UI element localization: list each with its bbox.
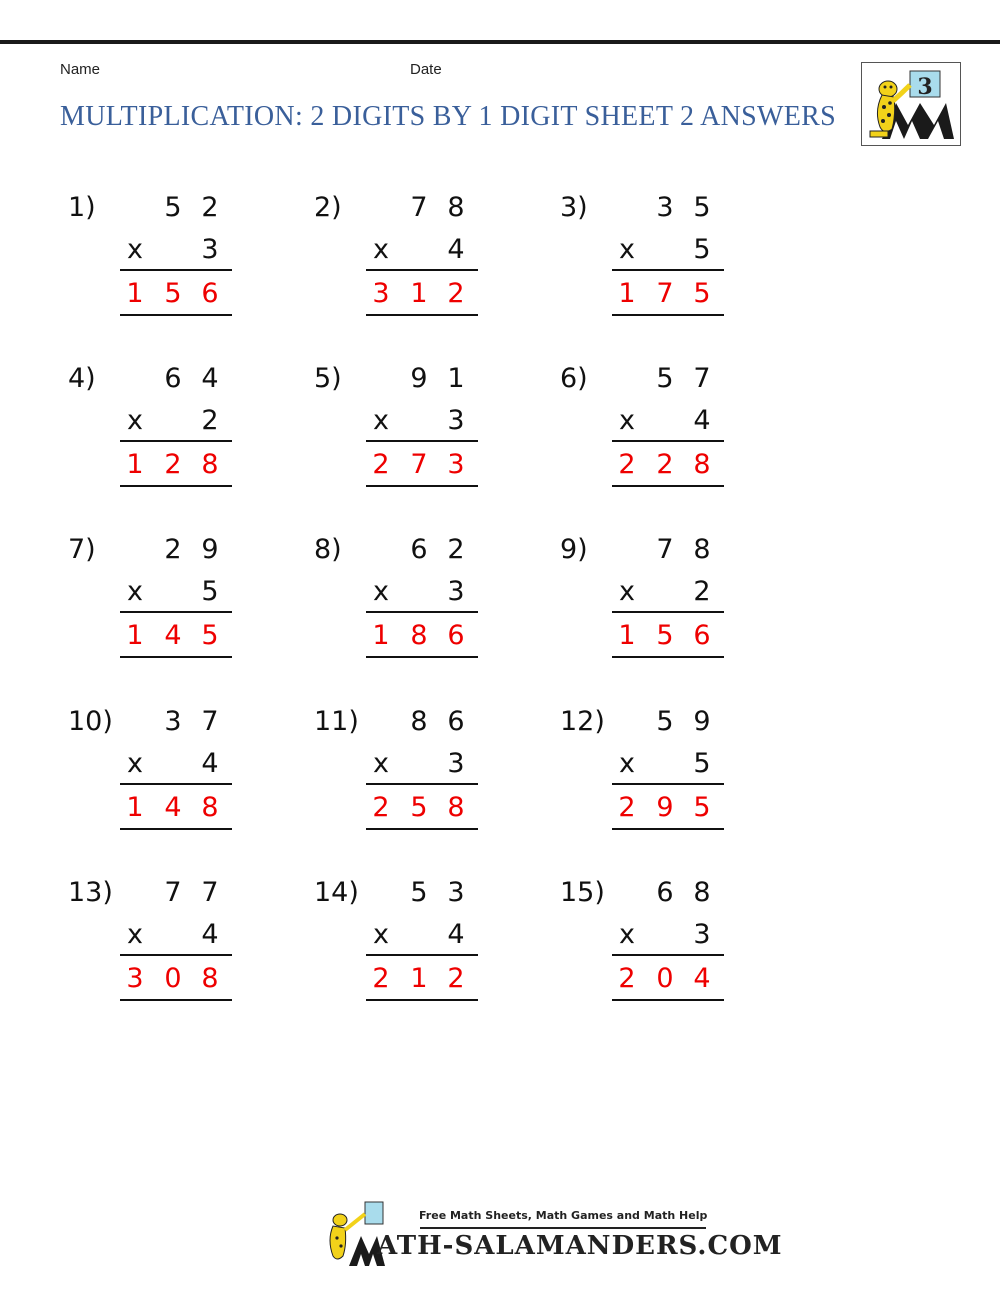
answer-digit: 2 — [372, 449, 390, 480]
answer-digit: 1 — [126, 620, 144, 651]
problem-number: 6) — [560, 363, 588, 394]
multiplier-digit: 4 — [201, 919, 219, 950]
problem-number: 10) — [68, 706, 113, 737]
operator-symbol: x — [373, 748, 389, 779]
problem-number: 13) — [68, 877, 113, 908]
problem-number: 9) — [560, 534, 588, 565]
answer-digit: 5 — [410, 792, 428, 823]
answer-digit: 0 — [164, 963, 182, 994]
problem-4 — [68, 361, 298, 511]
problem-number: 5) — [314, 363, 342, 394]
operator-symbol: x — [373, 576, 389, 607]
answer-digit: 2 — [372, 792, 390, 823]
multiplier-digit: 4 — [447, 919, 465, 950]
problem-number: 12) — [560, 706, 605, 737]
top-digit: 7 — [693, 363, 711, 394]
top-digit: 2 — [447, 534, 465, 565]
top-digit: 7 — [164, 877, 182, 908]
answer-digit: 4 — [164, 792, 182, 823]
answer-digit: 6 — [447, 620, 465, 651]
multiplier-digit: 4 — [447, 234, 465, 265]
operator-symbol: x — [619, 576, 635, 607]
top-digit: 6 — [164, 363, 182, 394]
answer-rule — [366, 999, 478, 1001]
answer-rule — [612, 314, 724, 316]
problem-rule — [612, 783, 724, 785]
problem-rule — [120, 954, 232, 956]
top-digit: 9 — [410, 363, 428, 394]
answer-digit: 1 — [372, 620, 390, 651]
problem-rule — [366, 440, 478, 442]
problem-number: 2) — [314, 192, 342, 223]
answer-digit: 1 — [618, 278, 636, 309]
top-digit: 6 — [410, 534, 428, 565]
answer-digit: 2 — [447, 278, 465, 309]
answer-digit: 8 — [201, 963, 219, 994]
answer-digit: 5 — [656, 620, 674, 651]
answer-digit: 2 — [164, 449, 182, 480]
top-rule — [0, 40, 1000, 44]
answer-digit: 9 — [656, 792, 674, 823]
problem-number: 8) — [314, 534, 342, 565]
problem-5 — [314, 361, 544, 511]
top-digit: 9 — [693, 706, 711, 737]
multiplier-digit: 4 — [201, 748, 219, 779]
top-digit: 2 — [164, 534, 182, 565]
problem-number: 15) — [560, 877, 605, 908]
top-digit: 5 — [656, 706, 674, 737]
problem-rule — [366, 954, 478, 956]
problem-15 — [560, 875, 790, 1025]
answer-digit: 1 — [126, 278, 144, 309]
multiplier-digit: 5 — [201, 576, 219, 607]
problem-rule — [366, 611, 478, 613]
top-digit: 8 — [693, 877, 711, 908]
top-digit: 3 — [164, 706, 182, 737]
answer-digit: 1 — [618, 620, 636, 651]
answer-digit: 8 — [201, 449, 219, 480]
answer-digit: 1 — [126, 449, 144, 480]
problem-number: 1) — [68, 192, 96, 223]
multiplier-digit: 2 — [201, 405, 219, 436]
date-label: Date — [410, 61, 442, 78]
top-digit: 8 — [410, 706, 428, 737]
answer-digit: 8 — [201, 792, 219, 823]
logo-badge-text: 3 — [917, 74, 933, 100]
answer-digit: 2 — [618, 792, 636, 823]
answer-digit: 8 — [693, 449, 711, 480]
problem-8 — [314, 532, 544, 682]
answer-digit: 4 — [164, 620, 182, 651]
top-digit: 2 — [201, 192, 219, 223]
answer-digit: 3 — [126, 963, 144, 994]
multiplier-digit: 3 — [447, 748, 465, 779]
answer-digit: 1 — [126, 792, 144, 823]
multiplier-digit: 3 — [693, 919, 711, 950]
answer-digit: 8 — [410, 620, 428, 651]
salamander-icon — [862, 63, 960, 145]
problem-rule — [366, 269, 478, 271]
answer-digit: 5 — [164, 278, 182, 309]
problem-rule — [612, 954, 724, 956]
answer-rule — [120, 314, 232, 316]
footer-tagline: Free Math Sheets, Math Games and Math Help — [419, 1209, 708, 1222]
operator-symbol: x — [619, 748, 635, 779]
top-digit: 3 — [656, 192, 674, 223]
top-digit: 6 — [447, 706, 465, 737]
multiplier-digit: 3 — [447, 405, 465, 436]
answer-digit: 3 — [447, 449, 465, 480]
operator-symbol: x — [619, 405, 635, 436]
top-digit: 1 — [447, 363, 465, 394]
operator-symbol: x — [127, 576, 143, 607]
top-digit: 7 — [201, 706, 219, 737]
answer-digit: 3 — [372, 278, 390, 309]
salamander-logo — [861, 62, 961, 146]
multiplier-digit: 5 — [693, 748, 711, 779]
answer-rule — [366, 485, 478, 487]
operator-symbol: x — [127, 405, 143, 436]
top-digit: 6 — [656, 877, 674, 908]
top-digit: 5 — [410, 877, 428, 908]
operator-symbol: x — [127, 919, 143, 950]
multiplier-digit: 2 — [693, 576, 711, 607]
problem-13 — [68, 875, 298, 1025]
multiplier-digit: 4 — [693, 405, 711, 436]
answer-rule — [120, 999, 232, 1001]
operator-symbol: x — [373, 405, 389, 436]
answer-rule — [612, 485, 724, 487]
answer-digit: 6 — [693, 620, 711, 651]
answer-digit: 2 — [372, 963, 390, 994]
answer-digit: 2 — [447, 963, 465, 994]
problem-rule — [612, 440, 724, 442]
problem-rule — [366, 783, 478, 785]
name-label: Name — [60, 61, 101, 78]
answer-rule — [120, 656, 232, 658]
answer-rule — [120, 828, 232, 830]
top-digit: 7 — [201, 877, 219, 908]
answer-digit: 5 — [693, 278, 711, 309]
problem-10 — [68, 704, 298, 854]
top-digit: 7 — [410, 192, 428, 223]
top-digit: 5 — [164, 192, 182, 223]
problem-14 — [314, 875, 544, 1025]
problem-number: 11) — [314, 706, 359, 737]
answer-rule — [366, 656, 478, 658]
problem-number: 7) — [68, 534, 96, 565]
problem-9 — [560, 532, 790, 682]
problem-1 — [68, 190, 298, 340]
operator-symbol: x — [127, 234, 143, 265]
problem-rule — [120, 611, 232, 613]
multiplier-digit: 3 — [447, 576, 465, 607]
footer-rule — [420, 1227, 706, 1229]
answer-rule — [612, 828, 724, 830]
top-digit: 4 — [201, 363, 219, 394]
operator-symbol: x — [373, 234, 389, 265]
problem-3 — [560, 190, 790, 340]
problem-rule — [120, 440, 232, 442]
problem-number: 4) — [68, 363, 96, 394]
answer-digit: 8 — [447, 792, 465, 823]
answer-digit: 6 — [201, 278, 219, 309]
operator-symbol: x — [619, 234, 635, 265]
top-digit: 8 — [693, 534, 711, 565]
top-digit: 9 — [201, 534, 219, 565]
footer-logo — [325, 1200, 385, 1270]
answer-rule — [366, 828, 478, 830]
answer-digit: 1 — [410, 963, 428, 994]
top-digit: 5 — [656, 363, 674, 394]
answer-rule — [612, 656, 724, 658]
problem-12 — [560, 704, 790, 854]
answer-digit: 5 — [201, 620, 219, 651]
answer-digit: 4 — [693, 963, 711, 994]
page-title: MULTIPLICATION: 2 DIGITS BY 1 DIGIT SHEET 2 ANSWERS — [60, 101, 836, 132]
problem-11 — [314, 704, 544, 854]
multiplier-digit: 3 — [201, 234, 219, 265]
operator-symbol: x — [127, 748, 143, 779]
answer-rule — [366, 314, 478, 316]
answer-digit: 0 — [656, 963, 674, 994]
top-digit: 7 — [656, 534, 674, 565]
multiplier-digit: 5 — [693, 234, 711, 265]
answer-digit: 2 — [618, 449, 636, 480]
footer-salamander-icon — [325, 1200, 385, 1270]
top-digit: 8 — [447, 192, 465, 223]
problem-number: 14) — [314, 877, 359, 908]
operator-symbol: x — [373, 919, 389, 950]
problem-rule — [120, 783, 232, 785]
answer-digit: 5 — [693, 792, 711, 823]
answer-digit: 1 — [410, 278, 428, 309]
answer-rule — [612, 999, 724, 1001]
footer-brand: ATH-SALAMANDERS.COM — [377, 1231, 783, 1261]
answer-digit: 2 — [618, 963, 636, 994]
problem-rule — [120, 269, 232, 271]
problem-number: 3) — [560, 192, 588, 223]
answer-rule — [120, 485, 232, 487]
answer-digit: 7 — [410, 449, 428, 480]
problem-rule — [612, 269, 724, 271]
top-digit: 5 — [693, 192, 711, 223]
problem-rule — [612, 611, 724, 613]
answer-digit: 2 — [656, 449, 674, 480]
operator-symbol: x — [619, 919, 635, 950]
problem-6 — [560, 361, 790, 511]
problem-7 — [68, 532, 298, 682]
problem-2 — [314, 190, 544, 340]
top-digit: 3 — [447, 877, 465, 908]
answer-digit: 7 — [656, 278, 674, 309]
